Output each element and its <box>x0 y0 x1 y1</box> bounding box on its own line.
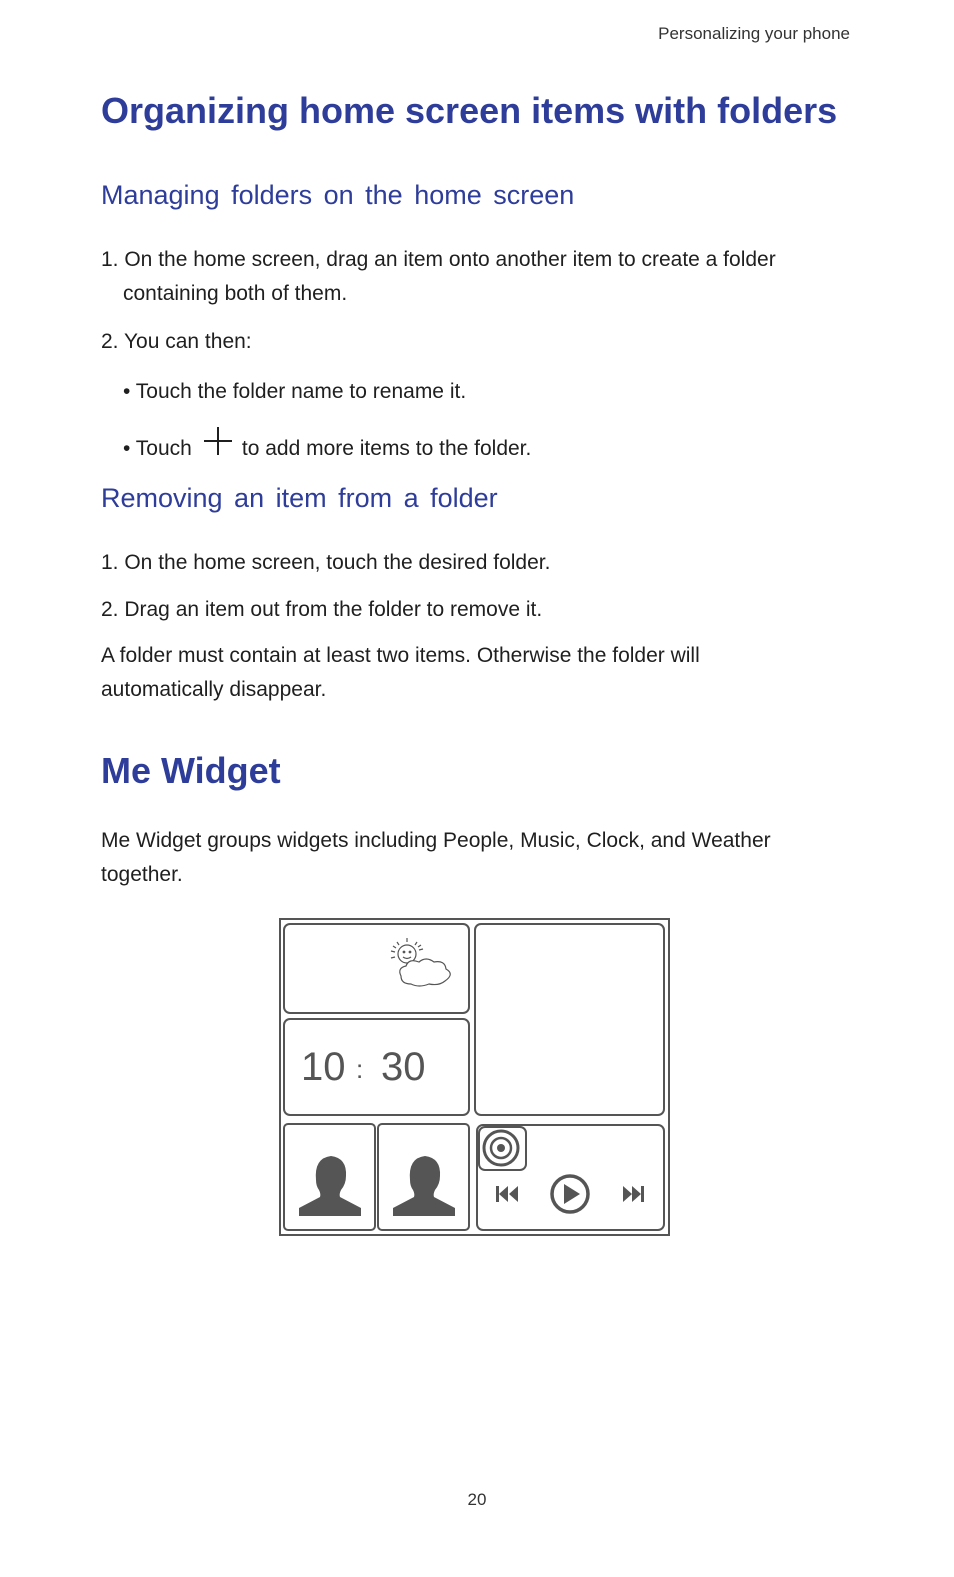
folder-note <box>101 639 841 707</box>
clock-minutes: 30 <box>381 1045 426 1089</box>
contact-tile-1 <box>284 1124 375 1230</box>
clock-hours: 10 <box>301 1045 346 1089</box>
managing-step-1-line-2: containing both of them. <box>123 282 348 305</box>
running-header: Personalizing your phone <box>658 24 850 43</box>
managing-step-1-line-1: 1. On the home screen, drag an item onto another item to create a folder <box>101 248 776 271</box>
page-title: Organizing home screen items with folders <box>101 90 838 131</box>
section-title-me-widget: Me Widget <box>101 750 281 791</box>
folder-note-line-1: A folder must contain at least two items. Otherwise the folder will <box>101 644 700 667</box>
music-panel <box>477 1125 664 1230</box>
plus-icon <box>202 425 234 468</box>
managing-step-2: 2. You can then: <box>101 330 252 353</box>
clock-panel <box>284 1019 469 1115</box>
me-widget-description-line-1: Me Widget groups widgets including People, Music, Clock, and Weather <box>101 829 771 852</box>
folder-note-line-2: automatically disappear. <box>101 678 327 701</box>
contact-tile-2 <box>378 1124 469 1230</box>
page-number: 20 <box>467 1490 487 1509</box>
managing-step-1 <box>101 243 841 311</box>
removing-step-1: 1. On the home screen, touch the desired folder. <box>101 551 551 574</box>
bullet-add-items-before: • Touch <box>123 437 192 461</box>
subheading-removing-item: Removing an item from a folder <box>101 483 498 513</box>
bullet-add-items-after: to add more items to the folder. <box>241 437 532 461</box>
subheading-managing-folders: Managing folders on the home screen <box>101 180 575 210</box>
bullet-rename: • Touch the folder name to rename it. <box>123 380 467 403</box>
clock-separator: : <box>356 1054 364 1084</box>
me-widget-description <box>101 824 841 892</box>
me-widget-description-line-2: together. <box>101 863 183 886</box>
removing-step-2: 2. Drag an item out from the folder to remove it. <box>101 598 543 621</box>
bullet-add-items <box>123 428 531 471</box>
weather-panel <box>284 924 469 1013</box>
me-widget-illustration <box>279 918 670 1236</box>
people-large-panel <box>475 924 664 1115</box>
